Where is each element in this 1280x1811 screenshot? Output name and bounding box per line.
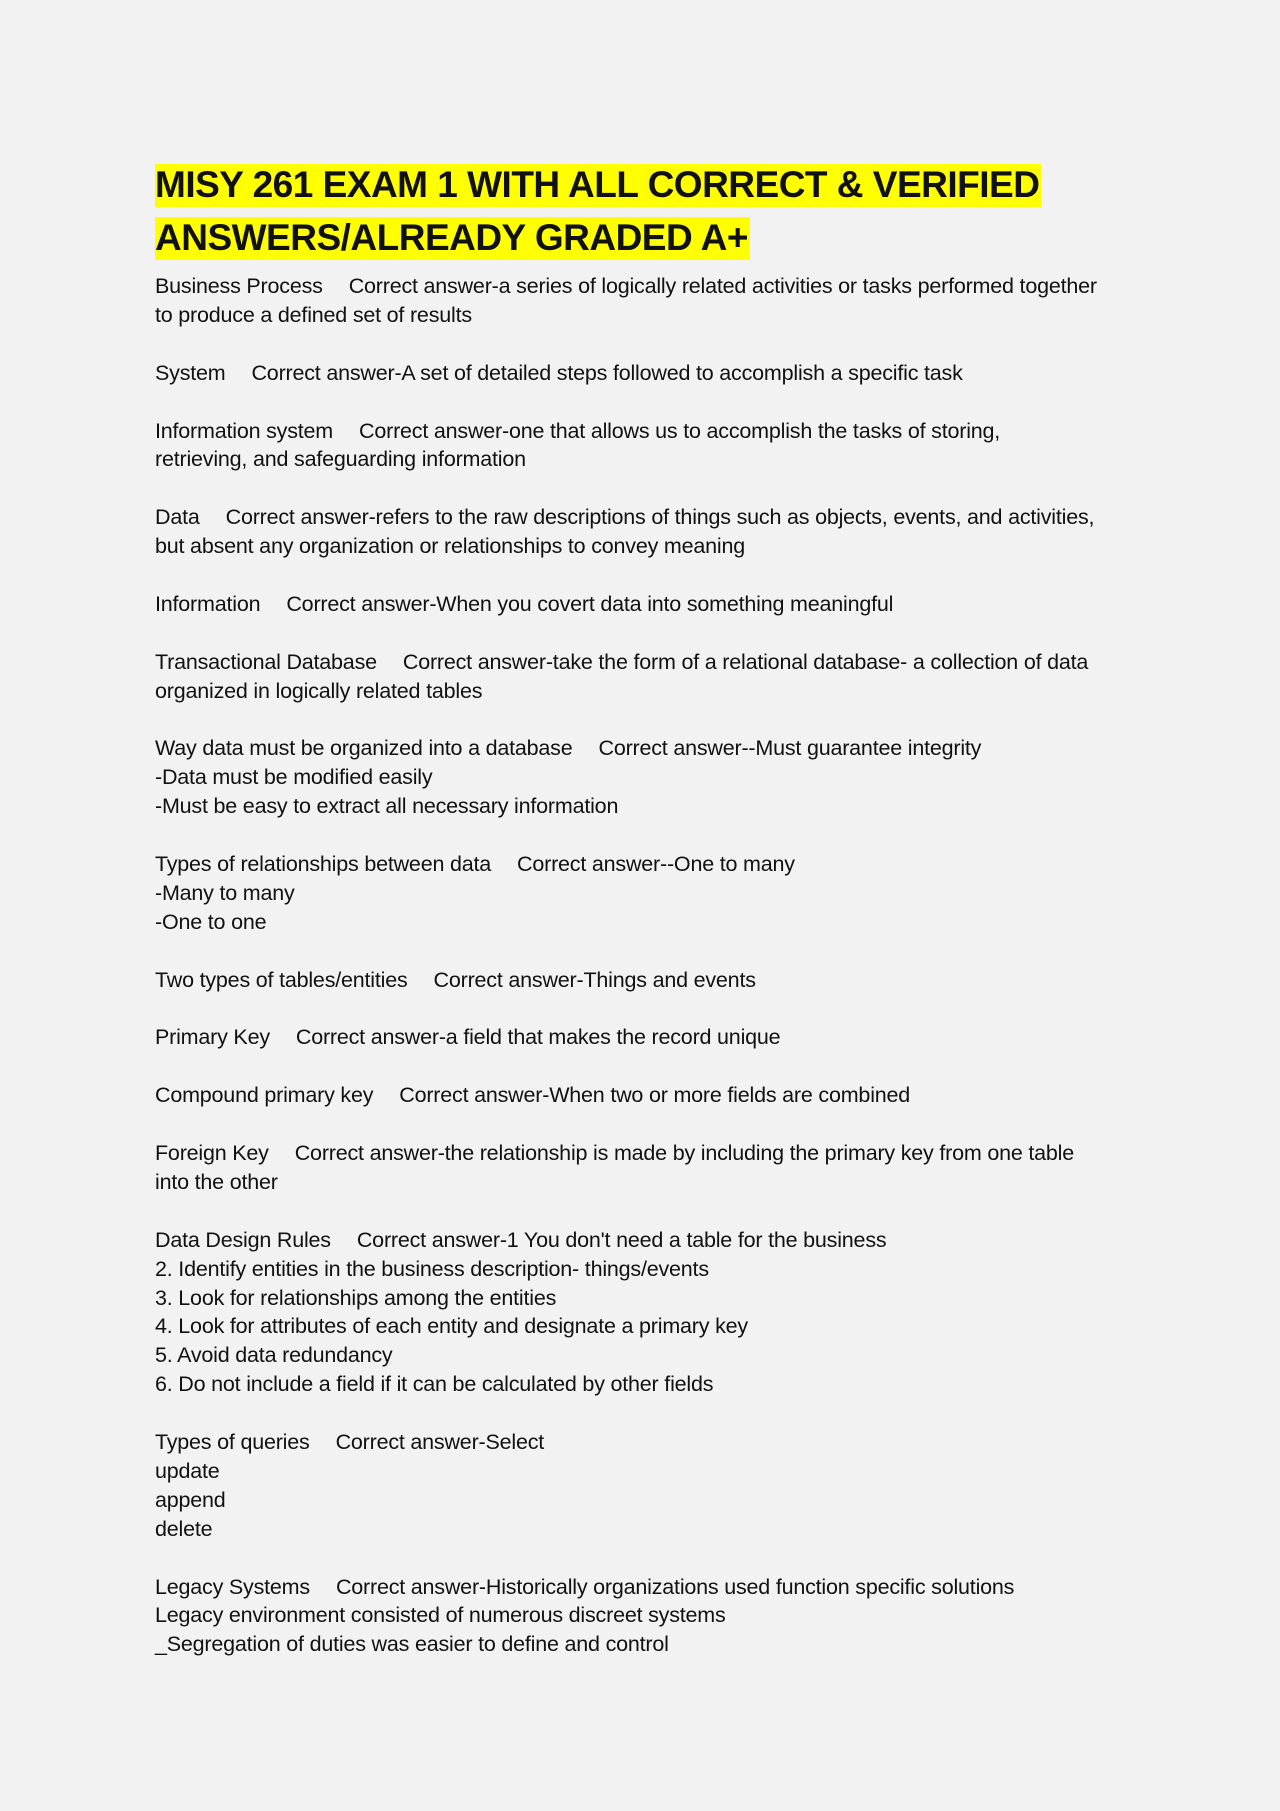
qa-answer-continuation: 2. Identify entities in the business description- things/events <box>155 1256 709 1281</box>
qa-first-line <box>155 1139 1140 1168</box>
qa-entry <box>155 1081 1140 1110</box>
qa-term: Types of relationships between data <box>155 852 492 877</box>
qa-answer-continuation: Legacy environment consisted of numerous discreet systems <box>155 1603 726 1628</box>
qa-answer-continuation: into the other <box>155 1169 278 1194</box>
qa-answer-continuation: but absent any organization or relationships to convey meaning <box>155 534 745 559</box>
qa-entry <box>155 417 1140 475</box>
qa-answer: Correct answer-Historically organizations used function specific solutions <box>335 1574 1015 1599</box>
qa-answer-continuation: organized in logically related tables <box>155 678 483 703</box>
qa-term: Information <box>155 591 261 616</box>
title-line-2 <box>155 211 1140 264</box>
qa-answer: Correct answer-refers to the raw descriptions of things such as objects, events, and activities, <box>225 505 1095 530</box>
qa-entry <box>155 590 1140 619</box>
qa-term: Way data must be organized into a database <box>155 736 573 761</box>
qa-answer: Correct answer-the relationship is made by including the primary key from one table <box>294 1141 1075 1166</box>
title-highlight-1: MISY 261 EXAM 1 WITH ALL CORRECT & VERIFIED <box>155 164 1040 205</box>
qa-term: Information system <box>155 418 334 443</box>
qa-entry <box>155 1573 1140 1660</box>
qa-answer-continuation: -One to one <box>155 909 267 934</box>
qa-first-line <box>155 1023 1140 1052</box>
qa-entry <box>155 648 1140 706</box>
qa-answer: Correct answer-Select <box>335 1430 545 1455</box>
qa-term: Two types of tables/entities <box>155 967 408 992</box>
qa-first-line <box>155 417 1140 446</box>
qa-answer-continuation: retrieving, and safeguarding information <box>155 447 526 472</box>
qa-entry <box>155 503 1140 561</box>
qa-first-line <box>155 850 1140 879</box>
qa-term: Types of queries <box>155 1430 310 1455</box>
qa-answer-continuation: update <box>155 1458 220 1483</box>
qa-first-line <box>155 1573 1140 1602</box>
qa-answer: Correct answer-a series of logically related activities or tasks performed together <box>348 274 1097 298</box>
qa-term: Foreign Key <box>155 1141 269 1166</box>
qa-list <box>155 272 1140 1659</box>
qa-first-line <box>155 590 1140 619</box>
qa-answer-continuation: delete <box>155 1516 213 1541</box>
qa-answer: Correct answer--Must guarantee integrity <box>598 736 982 761</box>
qa-first-line <box>155 503 1140 532</box>
qa-term: Compound primary key <box>155 1083 374 1108</box>
qa-answer-continuation: append <box>155 1487 226 1512</box>
qa-entry <box>155 1023 1140 1052</box>
qa-answer: Correct answer-one that allows us to accomplish the tasks of storing, <box>359 418 1001 443</box>
qa-first-line <box>155 1428 1140 1457</box>
qa-answer-continuation: -Data must be modified easily <box>155 765 433 790</box>
qa-entry <box>155 359 1140 388</box>
qa-answer: Correct answer--One to many <box>517 852 795 877</box>
title-highlight-2: ANSWERS/ALREADY GRADED A+ <box>155 217 748 258</box>
qa-term: Data Design Rules <box>155 1227 331 1252</box>
qa-term: Legacy Systems <box>155 1574 310 1599</box>
qa-first-line <box>155 272 1140 301</box>
qa-term: Business Process <box>155 274 323 298</box>
title-line-1 <box>155 158 1140 211</box>
qa-answer-continuation: 3. Look for relationships among the entities <box>155 1285 557 1310</box>
qa-term: Transactional Database <box>155 649 377 674</box>
qa-answer-continuation: -Many to many <box>155 880 295 905</box>
qa-answer: Correct answer-take the form of a relational database- a collection of data <box>402 649 1089 674</box>
qa-entry <box>155 966 1140 995</box>
qa-answer-continuation: 5. Avoid data redundancy <box>155 1343 393 1368</box>
qa-first-line <box>155 1226 1140 1255</box>
qa-entry <box>155 850 1140 937</box>
qa-answer: Correct answer-1 You don't need a table for the business <box>356 1227 887 1252</box>
qa-answer: Correct answer-When you covert data into something meaningful <box>286 591 894 616</box>
qa-answer: Correct answer-Things and events <box>433 967 756 992</box>
qa-answer-continuation: 4. Look for attributes of each entity and designate a primary key <box>155 1314 748 1339</box>
qa-answer: Correct answer-When two or more fields are combined <box>399 1083 911 1108</box>
qa-answer-continuation: -Must be easy to extract all necessary information <box>155 794 619 819</box>
qa-answer-continuation: to produce a defined set of results <box>155 302 472 327</box>
qa-first-line <box>155 1081 1140 1110</box>
qa-first-line <box>155 359 1140 388</box>
qa-entry <box>155 272 1140 330</box>
qa-term: Primary Key <box>155 1025 270 1050</box>
qa-term: System <box>155 360 226 385</box>
qa-entry <box>155 1139 1140 1197</box>
qa-term: Data <box>155 505 200 530</box>
document-title <box>155 158 1140 264</box>
qa-answer: Correct answer-a field that makes the record unique <box>295 1025 781 1050</box>
qa-answer-continuation: 6. Do not include a field if it can be calculated by other fields <box>155 1372 714 1397</box>
qa-answer-continuation: _Segregation of duties was easier to define and control <box>155 1632 669 1657</box>
qa-entry <box>155 734 1140 821</box>
qa-first-line <box>155 966 1140 995</box>
qa-first-line <box>155 648 1140 677</box>
qa-answer: Correct answer-A set of detailed steps followed to accomplish a specific task <box>251 360 963 385</box>
qa-entry <box>155 1428 1140 1544</box>
qa-entry <box>155 1226 1140 1399</box>
qa-first-line <box>155 734 1140 763</box>
